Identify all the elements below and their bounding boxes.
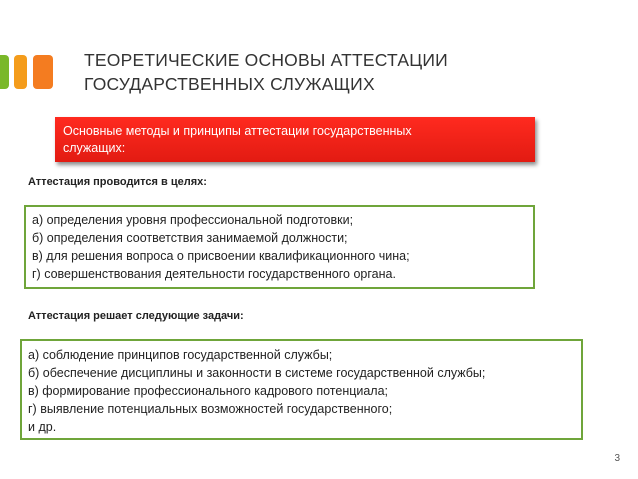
task-item: г) выявление потенциальных возможностей государственного; [28, 402, 393, 416]
page-number: 3 [614, 453, 620, 464]
task-item: а) соблюдение принципов государственной службы; [28, 348, 333, 362]
banner-line2: служащих: [63, 141, 126, 155]
goal-item: б) определения соответствия занимаемой должности; [32, 231, 348, 245]
methods-banner [55, 117, 535, 162]
decor-bar-orange [33, 55, 53, 89]
task-item: в) формирование профессионального кадрового потенциала; [28, 384, 389, 398]
goals-label: Аттестация проводится в целях: [28, 176, 207, 188]
banner-line1: Основные методы и принципы аттестации государственных [63, 124, 412, 138]
task-item: б) обеспечение дисциплины и законности в системе государственной службы; [28, 366, 486, 380]
tasks-label: Аттестация решает следующие задачи: [28, 310, 244, 322]
slide-title [84, 48, 604, 96]
goals-box [24, 205, 535, 289]
decor-bar-orange-light [14, 55, 27, 89]
slide-title-line1: ТЕОРЕТИЧЕСКИЕ ОСНОВЫ АТТЕСТАЦИИ [84, 50, 448, 70]
goal-item: г) совершенствования деятельности государственного органа. [32, 267, 396, 281]
task-item: и др. [28, 420, 57, 434]
tasks-box [20, 339, 583, 440]
goal-item: в) для решения вопроса о присвоении квалификационного чина; [32, 249, 410, 263]
slide-title-line2: ГОСУДАРСТВЕННЫХ СЛУЖАЩИХ [84, 74, 375, 94]
goal-item: а) определения уровня профессиональной подготовки; [32, 213, 354, 227]
decor-bar-green [0, 55, 9, 89]
